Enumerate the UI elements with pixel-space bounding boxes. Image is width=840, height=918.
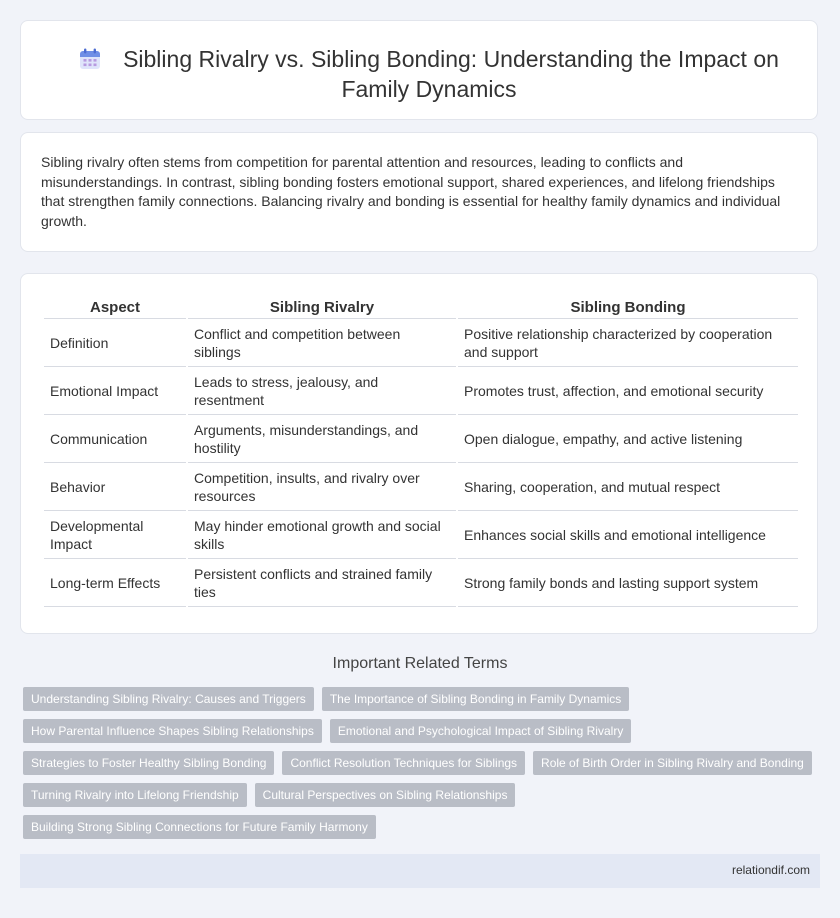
title-wrap [61,44,797,104]
table-cell-rivalry: Conflict and competition between siblings [188,319,456,367]
table-cell-aspect: Long-term Effects [44,559,186,607]
table-cell-rivalry: Arguments, misunderstandings, and hostility [188,415,456,463]
intro-paragraph: Sibling rivalry often stems from competition for parental attention and resources, leading to conflicts and misunderstandings. In contrast, sibling bonding fosters emotional support, shared experiences, and lifelong friendships that strengthen family connections. Balancing rivalry and bonding is essential for healthy family dynamics and individual growth. [41,154,781,229]
table-cell-rivalry: Competition, insults, and rivalry over resources [188,463,456,511]
table-cell-aspect: Communication [44,415,186,463]
table-row [44,463,798,511]
table-cell-aspect: Behavior [44,463,186,511]
table-cell-aspect: Developmental Impact [44,511,186,559]
table-cell-bonding: Sharing, cooperation, and mutual respect [458,463,798,511]
table-cell-aspect: Definition [44,319,186,367]
table-cell-bonding: Open dialogue, empathy, and active listening [458,415,798,463]
related-term-tag[interactable]: Conflict Resolution Techniques for Siblings [282,751,525,775]
table-cell-bonding: Enhances social skills and emotional intelligence [458,511,798,559]
related-terms-list [23,687,813,839]
table-row [44,559,798,607]
table-cell-aspect: Emotional Impact [44,367,186,415]
table-cell-bonding: Strong family bonds and lasting support system [458,559,798,607]
table-row [44,415,798,463]
comparison-table-card [20,273,818,634]
footer-site-name: relationdif.com [731,863,810,877]
column-header-rivalry: Sibling Rivalry [188,298,456,319]
related-term-tag[interactable]: Strategies to Foster Healthy Sibling Bonding [23,751,274,775]
table-row [44,511,798,559]
table-row [44,319,798,367]
related-term-tag[interactable]: Role of Birth Order in Sibling Rivalry and Bonding [533,751,812,775]
related-term-tag[interactable]: Cultural Perspectives on Sibling Relationships [255,783,516,807]
header-card [20,20,818,120]
table-cell-bonding: Promotes trust, affection, and emotional security [458,367,798,415]
column-header-aspect: Aspect [44,298,186,319]
column-header-bonding: Sibling Bonding [458,298,798,319]
table-cell-rivalry: Persistent conflicts and strained family ties [188,559,456,607]
table-header-row [44,298,798,319]
footer [20,854,820,888]
related-term-tag[interactable]: Building Strong Sibling Connections for Future Family Harmony [23,815,376,839]
calendar-icon [79,48,101,70]
related-term-tag[interactable]: How Parental Influence Shapes Sibling Relationships [23,719,322,743]
table-cell-rivalry: Leads to stress, jealousy, and resentment [188,367,456,415]
table-cell-rivalry: May hinder emotional growth and social skills [188,511,456,559]
related-terms-title: Important Related Terms [332,655,508,672]
related-term-tag[interactable]: Emotional and Psychological Impact of Sibling Rivalry [330,719,631,743]
table-cell-bonding: Positive relationship characterized by cooperation and support [458,319,798,367]
related-term-tag[interactable]: The Importance of Sibling Bonding in Family Dynamics [322,687,629,711]
intro-card [20,132,818,252]
page-title-text: Sibling Rivalry vs. Sibling Bonding: Understanding the Impact on Family Dynamics [123,46,779,102]
comparison-table [42,298,800,607]
page-title [61,44,797,104]
related-term-tag[interactable]: Turning Rivalry into Lifelong Friendship [23,783,247,807]
related-term-tag[interactable]: Understanding Sibling Rivalry: Causes and Triggers [23,687,314,711]
table-row [44,367,798,415]
